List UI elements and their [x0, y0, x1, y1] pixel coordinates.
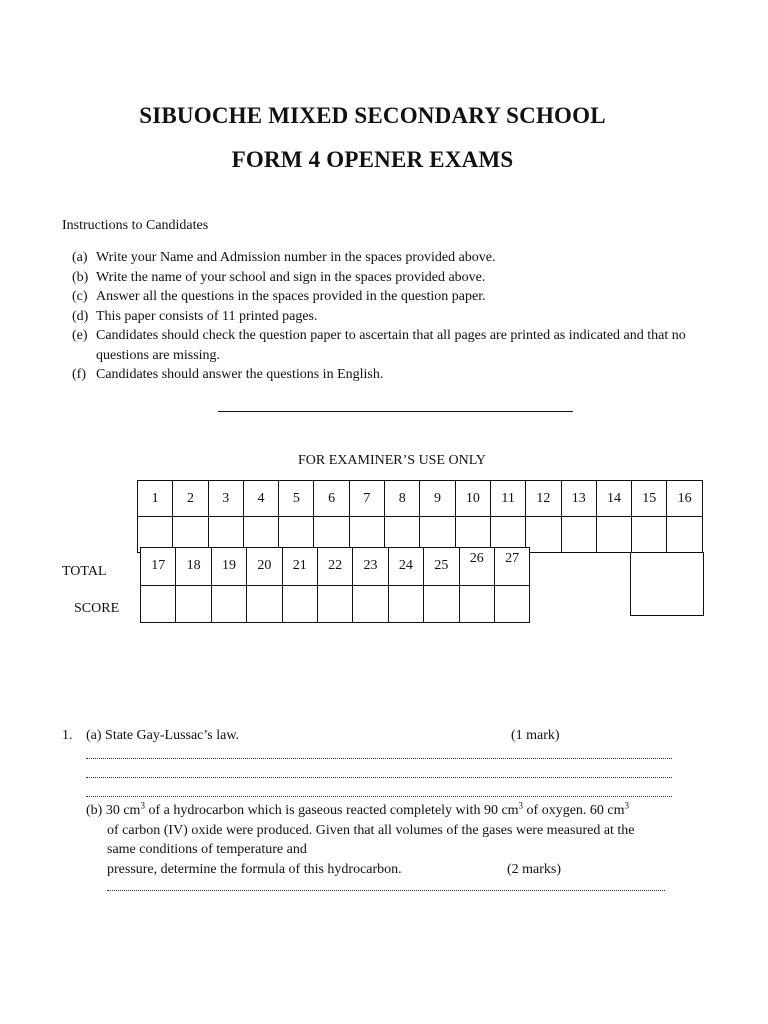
question-1b-line-4 [86, 860, 681, 880]
instruction-item [72, 365, 692, 385]
question-number-label: 25 [434, 558, 449, 574]
question-number-label: 18 [186, 558, 201, 574]
question-number-cell [208, 481, 243, 517]
question-number-cell [176, 548, 211, 586]
instruction-text: Answer all the questions in the spaces provided in the question paper. [96, 289, 486, 304]
question-number-cell [317, 548, 352, 586]
question-1b-text: (b) 30 cm [86, 803, 141, 818]
score-entry-row [141, 585, 530, 623]
question-number-cell [424, 548, 459, 586]
question-number-label: 15 [642, 490, 657, 506]
question-number-label: 9 [434, 490, 442, 506]
instruction-text: This paper consists of 11 printed pages. [96, 308, 318, 324]
question-number-label: 27 [505, 551, 520, 567]
instruction-item [72, 307, 692, 327]
question-number-row [138, 481, 703, 517]
question-number-label: 7 [363, 490, 371, 506]
score-cell[interactable] [176, 585, 211, 623]
instruction-item [72, 326, 692, 365]
superscript: 3 [624, 800, 630, 811]
answer-line[interactable] [86, 796, 672, 797]
score-cell[interactable] [353, 585, 388, 623]
score-cell[interactable] [388, 585, 423, 623]
question-number-label: 17 [151, 558, 166, 574]
score-grid-row-2 [140, 547, 530, 623]
question-number-label: 2 [186, 490, 194, 506]
total-label: TOTAL [62, 564, 107, 579]
question-1a-text: (a) State Gay-Lussac’s law. [86, 728, 240, 743]
superscript: 3 [518, 800, 524, 811]
question-number-cell [243, 481, 278, 517]
instruction-item [72, 268, 692, 288]
question-number-label: 10 [465, 490, 480, 506]
question-number-cell [385, 481, 420, 517]
question-1b-text: pressure, determine the formula of this hydrocarbon. [107, 861, 402, 877]
question-number: 1. [62, 728, 73, 743]
question-number-cell [282, 548, 317, 586]
question-1b-text: of oxygen. 60 cm [523, 803, 625, 818]
score-cell[interactable] [596, 517, 631, 553]
instructions-list [72, 248, 692, 385]
school-name: SIBUOCHE MIXED SECONDARY SCHOOL [139, 103, 606, 128]
instruction-text: Candidates should answer the questions in English. [96, 367, 384, 382]
total-score-box[interactable] [630, 552, 704, 616]
question-number-cell [314, 481, 349, 517]
question-number-label: 23 [363, 558, 378, 574]
question-number-cell [455, 481, 490, 517]
score-cell[interactable] [247, 585, 282, 623]
question-1b-text: of a hydrocarbon which is gaseous reacted completely with 90 cm [144, 803, 519, 818]
instruction-label: (c) [72, 289, 88, 304]
question-number-label: 3 [222, 490, 230, 506]
score-cell[interactable] [561, 517, 596, 553]
question-1b-marks: (2 marks) [507, 861, 562, 877]
question-number-label: 1 [151, 490, 159, 506]
question-number-cell [526, 481, 561, 517]
question-number-label: 11 [501, 490, 515, 506]
instruction-label: (a) [72, 250, 88, 265]
question-1b [86, 801, 681, 879]
question-number-label: 12 [536, 490, 551, 506]
question-number-label: 5 [292, 490, 300, 506]
question-number-cell [667, 481, 702, 517]
answer-line[interactable] [107, 890, 665, 891]
question-number-label: 8 [398, 490, 406, 506]
score-cell[interactable] [424, 585, 459, 623]
question-number-label: 19 [221, 558, 236, 574]
question-number-cell [459, 548, 494, 586]
question-number-cell [349, 481, 384, 517]
question-number-label: 13 [571, 490, 586, 506]
question-1b-line-3: same conditions of temperature and [107, 842, 307, 857]
instruction-item [72, 248, 692, 268]
question-number-cell [632, 481, 667, 517]
question-number-cell [490, 481, 525, 517]
score-cell[interactable] [282, 585, 317, 623]
question-number-cell [141, 548, 176, 586]
question-1a-marks: (1 mark) [511, 728, 560, 743]
question-number-cell [388, 548, 423, 586]
question-number-cell [247, 548, 282, 586]
question-number-label: 20 [257, 558, 272, 574]
instructions-heading: Instructions to Candidates [62, 218, 209, 233]
score-cell[interactable] [317, 585, 352, 623]
score-cell[interactable] [459, 585, 494, 623]
question-number-cell [211, 548, 246, 586]
score-label: SCORE [74, 601, 120, 616]
question-number-row [141, 548, 530, 586]
instruction-text: Write the name of your school and sign in the spaces provided above. [96, 269, 486, 285]
question-number-label: 6 [328, 490, 336, 506]
question-number-cell [561, 481, 596, 517]
score-cell[interactable] [667, 517, 702, 553]
score-cell[interactable] [141, 585, 176, 623]
question-1b-line-1 [86, 801, 681, 821]
question-number-label: 24 [398, 558, 413, 574]
instruction-label: (b) [72, 269, 89, 285]
question-number-label: 21 [292, 558, 307, 574]
answer-line[interactable] [86, 777, 672, 778]
superscript: 3 [140, 800, 145, 811]
exam-title: FORM 4 OPENER EXAMS [231, 147, 514, 172]
score-cell[interactable] [526, 517, 561, 553]
question-number-label: 22 [328, 558, 343, 574]
question-number-cell [420, 481, 455, 517]
score-cell[interactable] [632, 517, 667, 553]
score-cell[interactable] [494, 585, 529, 623]
question-number-cell [494, 548, 529, 586]
question-number-label: 14 [607, 490, 621, 506]
question-number-cell [596, 481, 631, 517]
question-number-cell [353, 548, 388, 586]
question-number-cell [173, 481, 208, 517]
score-cell[interactable] [211, 585, 246, 623]
divider-line [218, 411, 573, 412]
question-number-label: 26 [469, 551, 484, 567]
instruction-text: Candidates should check the question paper to ascertain that all pages are printed as indicated and that no questions are missing. [96, 328, 686, 363]
answer-line[interactable] [86, 758, 672, 759]
question-number-label: 16 [677, 490, 692, 506]
instruction-item [72, 287, 692, 307]
instruction-label: (e) [72, 328, 88, 343]
question-1b-line-2: of carbon (IV) oxide were produced. Given that all volumes of the gases were measured at the [107, 822, 635, 838]
question-number-label: 4 [257, 490, 265, 506]
examiner-heading: FOR EXAMINER’S USE ONLY [298, 453, 486, 468]
question-number-cell [279, 481, 314, 517]
instruction-label: (f) [72, 367, 86, 382]
instruction-label: (d) [72, 308, 89, 324]
score-grid-row-1 [137, 480, 703, 553]
question-number-cell [138, 481, 173, 517]
instruction-text: Write your Name and Admission number in the spaces provided above. [96, 250, 496, 265]
